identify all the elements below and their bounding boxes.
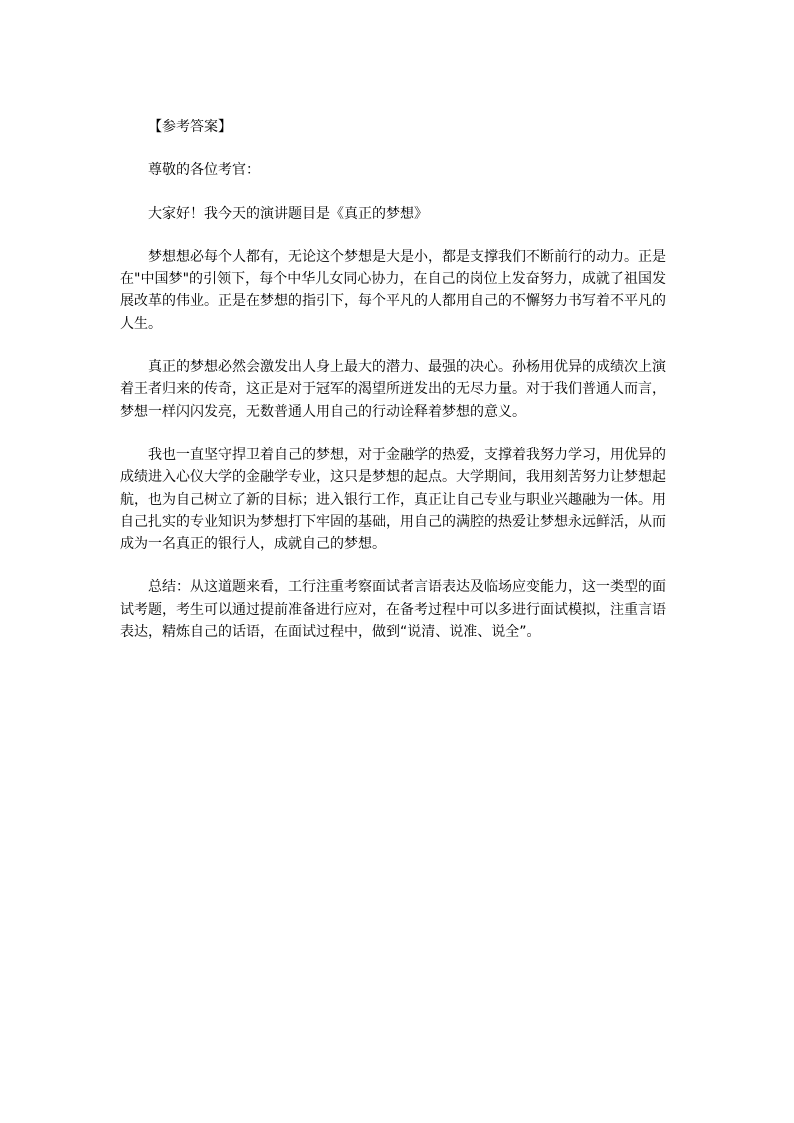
body-paragraph: 我也一直坚守捍卫着自己的梦想，对于金融学的热爱，支撑着我努力学习，用优异的成绩进入心仪大学的金融学专业，这只是梦想的起点。大学期间，我用刻苦努力让梦想起航，也为自己树立了新的目标；进入银行工作，真正让自己专业与职业兴趣融为一体。用自己扎实的专业知识为梦想打下牢固的基础，用自己的满腔的热爱让梦想永远鲜活，从而成为一名真正的银行人，成就自己的梦想。	[120, 446, 666, 553]
body-paragraph: 梦想想必每个人都有，无论这个梦想是大是小，都是支撑我们不断前行的动力。正是在"中国梦"的引领下，每个中华儿女同心协力，在自己的岗位上发奋努力，成就了祖国发展改革的伟业。正是在梦想的指引下，每个平凡的人都用自己的不懈努力书写着不平凡的人生。	[120, 248, 666, 332]
greeting-line: 尊敬的各位考官：	[148, 162, 260, 179]
answer-heading: 【参考答案】	[148, 119, 232, 135]
document-body	[120, 116, 666, 643]
summary-paragraph: 总结：从这道题来看，工行注重考察面试者言语表达及临场应变能力，这一类型的面试考题，考生可以通过提前准备进行应对，在备考过程中可以多进行面试模拟，注重言语表达，精炼自己的话语，在面试过程中，做到“说清、说准、说全”。	[120, 579, 666, 641]
body-paragraph: 真正的梦想必然会激发出人身上最大的潜力、最强的决心。孙杨用优异的成绩次上演着王者归来的传奇，这正是对于冠军的渴望所迸发出的无尽力量。对于我们普通人而言，梦想一样闪闪发亮，无数普通人用自己的行动诠释着梦想的意义。	[120, 359, 666, 420]
speech-intro: 大家好！我今天的演讲题目是《真正的梦想》	[148, 205, 428, 222]
